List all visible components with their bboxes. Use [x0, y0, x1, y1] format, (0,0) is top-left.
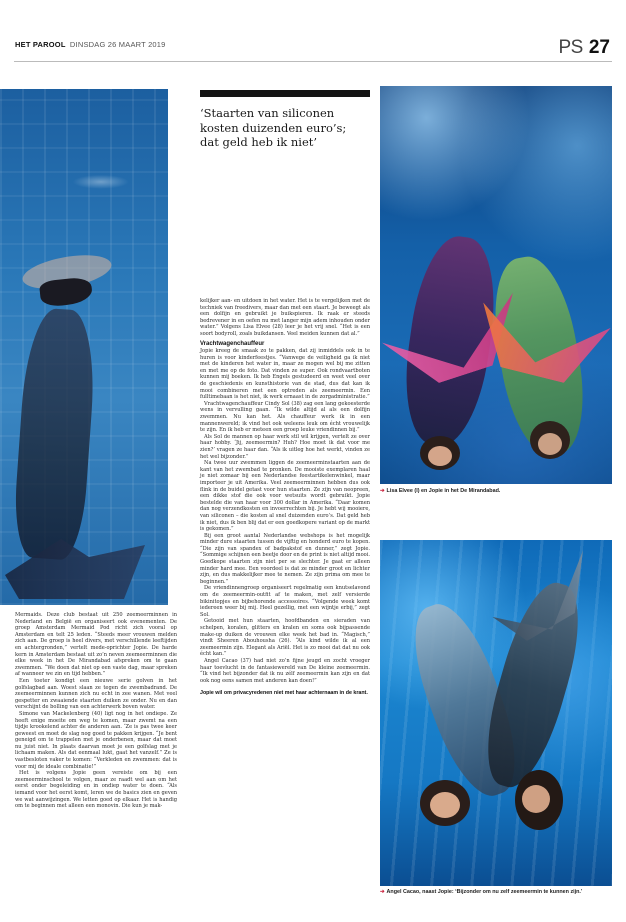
section-label [559, 37, 611, 59]
photo-mermaid-underwater [0, 89, 168, 605]
swimmer-bikini-shape [39, 276, 93, 307]
caption-text: Lisa Elvee (l) en Jopie in het De Mirandabad. [386, 488, 501, 494]
privacy-note: Jopie wil om privacyredenen niet met haar achternaam in de krant. [200, 690, 368, 697]
caption-arrow-icon: ➔ [380, 889, 385, 895]
section-name: PS [558, 37, 583, 58]
headline-bar [200, 90, 370, 97]
masthead [15, 40, 166, 49]
body-paragraph: Bij een groot aantal Nederlandse webshops is het mogelijk minder dure staarten tussen de vijftig en honderd euro te kopen. “Die zijn van spandex of badpakstof en dunner,” zegt Jopie. “Sommige schijnen een beetje door en de print is niet altijd mooi. Goedkope staarten zijn niet per se slechter. Je gaat er alleen minder hard mee. Een voordeel is dat ze minder groot en lichter zijn, en dus makkelijker mee te nemen. Ze zijn prima om mee te beginnen.” [200, 532, 370, 585]
article-headline [200, 106, 370, 150]
headline-line-1: ‘Staarten van siliconen [200, 106, 335, 120]
body-paragraph: De vriendinnengroep organiseert regelmatig een knutselavond om de zeemeermin-outfit af te maken, met zelf versierde bikinitopjes en bijbehorende accessoires. “Volgende week komt iedereen weer bij mij. Heel gezellig, met een wijntje erbij,” zegt Sol. [200, 585, 370, 618]
issue-date: DINSDAG 26 MAART 2019 [69, 40, 166, 49]
page-number: 27 [588, 37, 610, 58]
header-divider [14, 61, 612, 62]
caption-arrow-icon: ➔ [380, 488, 385, 494]
subheading: Vrachtwagenchauffeur [200, 340, 265, 347]
swimmer-face [428, 446, 452, 466]
body-paragraph: Een toeter kondigt een nieuwe serie golven in het golfslagbad aan. Woest slaan ze tegen de zwembadrand. De zeemeerminnen kunnen zich nu echt in zee wanen. Met veel gespetter en zwaaiende staarten duiken ze onder. Nu en dan verschijnt de bolling van een achterwerk boven water. [15, 677, 177, 711]
headline-line-2: kosten duizenden euro’s; [200, 120, 347, 135]
newspaper-brand: HET PAROOL [15, 40, 66, 49]
body-paragraph: Mermaids. Deze club bestaat uit 250 zeemeerminnen in Nederland en België en organiseert ook evenementen. De groep Amsterdam Mermaid Pod richt zich vooral op Amsterdam en telt 25 leden. “Steeds meer vrouwen melden zich aan. De groep is heel divers, met verschillende leeftijden en achtergronden,” vertelt mede-oprichter Jopie. De harde kern in Amsterdam bestaat uit zo’n neven zeemeerminnen die elke week in het De Mirandabad afspreken om te gaan zwemmen. “We doen dat niet op een vaste dag, maar spreken af wanneer we zin en tijd hebben.” [15, 612, 177, 678]
body-paragraph: Jopie kreeg de smaak zo te pakken, dat zij inmiddels ook in te huren is voor kinderfeestjes. “Vanwege de veiligheid ga ik niet met de kinderen het water in, maar ze mogen wel bij me zitten en met me op de foto. Dat vinden ze super. Ook rondvaartboten kunnen mij boeken. Ik heb Engels gestudeerd en weet veel over de geschiedenis en kunsthistorie van de stad, dus dat kan ik mooi combineren met een optreden als zeemeermin. Een fulltimebaan is het niet, ik werk ernaast in de zorgadministratie.” [200, 348, 370, 401]
swimmer-face [522, 785, 550, 813]
body-paragraph: Na twee uur zwemmen liggen de zeemeerminstaarten aan de kant van het zwembad te pronken. De mooiste exemplaren haal je niet zomaar bij een Nederlandse feestartikelenwinkel, maar importeer je uit Amerika. Veel zeemeerminnen hebben dus ook flink in de buidel getast voor hun staarten. Ze zijn van neopreen, een dikke stof die ook voor wetsuits wordt gebruikt. Jopie bestelde die van haar voor 300 dollar in Amerika. “Daar komen dan nog verzendkosten en invoerrechten bij. Je hebt wij mooiere, van siliconen – die kosten al snel duizenden euro’s. Dat geld heb ik niet, dus ik ben blij dat er een goedkopere variant op de markt is gekomen.” [200, 460, 370, 533]
body-paragraph: Vrachtwagenchauffeur Cindy Sol (38) zag een lang gekoesterde wens in vervulling gaan. “Ik wilde altijd al als een dolfijn zwemmen. Nu kan het. Als chauffeur werk ik in een mannenwereld; ik vind het ook weleens leuk om écht vrouwelijk te zijn. En ik heb er meteen een groep leuke vriendinnen bij.” [200, 400, 370, 434]
swimmer-face [538, 433, 562, 455]
photo-two-mermaids-pool [380, 86, 612, 484]
body-paragraph: Getooid met hun staarten, hoofdbanden en sieraden van schelpen, koralen, glitters en kralen en soms ook bijpassende make-up duiken de vrouwen elke week het bad in. “Magisch,” vindt Sheeren Abouhousha (26). “Als kind wilde ik al een zeemeermin zijn. Elegant als Ariël. Het is zo mooi dat dat nu ook écht kan.” [200, 618, 370, 658]
headline-line-3: dat geld heb ik niet’ [200, 135, 318, 149]
photo-caption-bottom [380, 889, 582, 896]
article-column-middle [200, 298, 370, 697]
body-paragraph: Als Sol de mannen op haar werk stil wil krijgen, vertelt ze over haar hobby. ‘Jij, zeemeermin? Huh? Hoe moet ik dat voor me zien?’ vragen ze haar dan. “Als ik uitleg hoe het werkt, vinden ze het wel bijzonder.” [200, 433, 370, 460]
body-paragraph: Het is volgens Jopie geen vereiste om bij een zeemeerminschool te volgen, maar ze raadt wel aan om het eerst onder begeleiding en in ondiep water te doen. “Als iemand voor het eerst komt, leren we de basics zien en geven we wat aanwijzingen. We letten goed op elkaar. Het is handig om te beginnen met alleen een monovin. Die kun je mak- [15, 770, 177, 810]
body-paragraph: Angel Cacao (37) had niet zo’n fijne jeugd en zocht vroeger haar toevlucht in de fantasiewereld van De kleine zeemeermin. “Ik vind het bijzonder dat ik nu zélf zeemeermin kan zijn en dat ook nog eens samen met anderen kan doen!” [200, 657, 370, 684]
photo-mermaids-floating [380, 540, 612, 886]
body-paragraph: kelijker aan- en uitdoen in het water. Het is te vergelijken met de techniek van freedivers, maar dan met een staart. Je beweegt als een dolfijn en gebruikt je buikspieren. Ik raak er steeds bedrevener in en oefen nu met langer mijn adem inhouden onder water.” Volgens Lisa Elvee (28) leer je het vrij snel. “Het is een soort bodyroll, zoals buikdansen. Veel meiden kunnen dat al.” [200, 298, 370, 337]
body-paragraph: Simone van Mackelenberg (40) ligt nog in het ondiepe. Ze heeft enige moeite om weg te komen, maar zwemt na een tijdje krookelend achter de anderen aan. ‘Ze is pas twee keer geweest en moet de slag nog goed te pakken krijgen. “Je bent geneigd om te trappelen met je onderbenen, maar dat moet nu juist niet. In plaats daarvan moet je een golfslag met je lichaam maken. Als dat eenmaal lukt, gaat het vanzelf.” Ze is vastbesloten vaker te komen: “Verkleden en zwemmen: dat is voor mij de ideale combinatie!” [15, 710, 177, 770]
article-column-left [15, 612, 177, 810]
swimmer-face [430, 792, 460, 818]
photo-caption-top [380, 488, 500, 495]
mermaid-tail-shape [11, 307, 98, 561]
caption-text: Angel Cacao, naast Jopie: ‘Bijzonder om nu zelf zeemeermin te kunnen zijn.’ [386, 889, 583, 895]
